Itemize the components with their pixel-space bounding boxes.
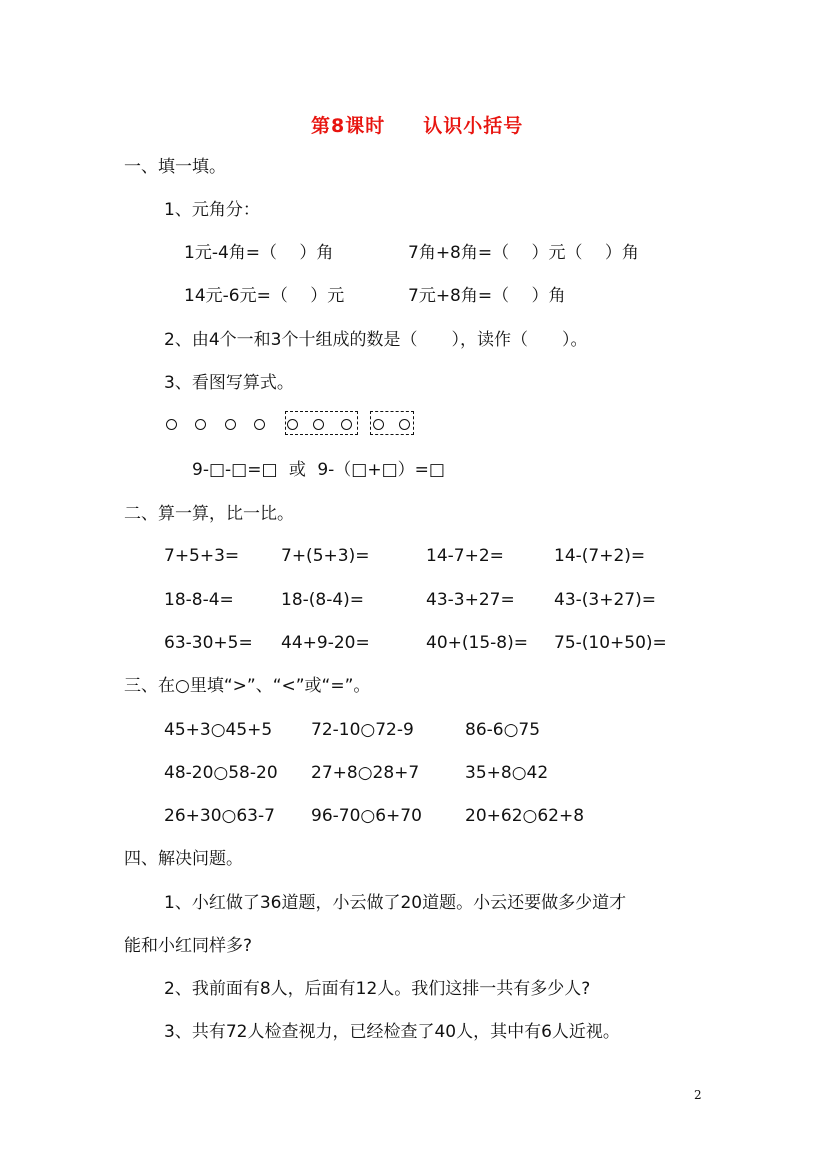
calc-item: 14-(7+2)= — [554, 546, 646, 566]
problem-2: 2、我前面有8人，后面有12人。我们这排一共有多少人? — [164, 979, 591, 999]
section3-heading: 三、在○里填“>”、“<”或“=”。 — [124, 676, 371, 696]
q1-label: 1、元角分： — [164, 200, 260, 220]
circle-shape — [254, 419, 265, 430]
q1-item-3: 14元-6元=（ ）元 — [184, 286, 345, 306]
compare-item: 86-6○75 — [465, 720, 541, 740]
calc-item: 40+(15-8)= — [426, 633, 528, 653]
section1-heading: 一、填一填。 — [124, 157, 226, 177]
compare-item: 48-20○58-20 — [164, 763, 278, 783]
compare-item: 20+62○62+8 — [465, 806, 585, 826]
calc-item: 75-(10+50)= — [554, 633, 667, 653]
problem-1-line-2: 能和小红同样多? — [124, 936, 253, 956]
lesson-number: 第8课时 — [311, 115, 386, 137]
compare-item: 27+8○28+7 — [311, 763, 420, 783]
compare-item: 35+8○42 — [465, 763, 549, 783]
problem-1-line-1: 1、小红做了36道题，小云做了20道题。小云还要做多少道才 — [164, 893, 627, 913]
compare-item: 96-70○6+70 — [311, 806, 422, 826]
q3-label: 3、看图写算式。 — [164, 373, 294, 393]
calc-item: 14-7+2= — [426, 546, 504, 566]
circle-shape — [166, 419, 177, 430]
circle-shape — [399, 419, 410, 430]
q2-text: 2、由4个一和3个十组成的数是（ ），读作（ ）。 — [164, 330, 588, 350]
or-text: 或 — [288, 460, 306, 480]
circle-shape — [225, 419, 236, 430]
circle-shape — [287, 419, 298, 430]
circle-shape — [373, 419, 384, 430]
calc-item: 18-8-4= — [164, 590, 234, 610]
page-number: 2 — [694, 1088, 702, 1102]
calc-item: 7+5+3= — [164, 546, 240, 566]
formula-a: 9-□-□=□ — [192, 460, 278, 480]
problem-3: 3、共有72人检查视力，已经检查了40人，其中有6人近视。 — [164, 1022, 620, 1042]
section4-heading: 四、解决问题。 — [124, 849, 243, 869]
calc-item: 43-(3+27)= — [554, 590, 656, 610]
compare-item: 26+30○63-7 — [164, 806, 275, 826]
calc-item: 18-(8-4)= — [281, 590, 365, 610]
lesson-topic: 认识小括号 — [423, 115, 524, 137]
circle-shape — [195, 419, 206, 430]
compare-item: 72-10○72-9 — [311, 720, 414, 740]
formula-b: 9-（□+□）=□ — [317, 460, 445, 480]
calc-item: 44+9-20= — [281, 633, 370, 653]
q1-item-1: 1元-4角=（ ）角 — [184, 243, 334, 263]
page-title — [311, 111, 523, 138]
circle-shape — [313, 419, 324, 430]
section2-heading: 二、算一算，比一比。 — [124, 504, 294, 524]
q1-item-2: 7角+8角=（ ）元（ ）角 — [408, 243, 639, 263]
calc-item: 7+(5+3)= — [281, 546, 370, 566]
q3-formulas — [192, 459, 445, 481]
compare-item: 45+3○45+5 — [164, 720, 273, 740]
calc-item: 43-3+27= — [426, 590, 515, 610]
q1-item-4: 7元+8角=（ ）角 — [408, 286, 566, 306]
calc-item: 63-30+5= — [164, 633, 253, 653]
circle-shape — [341, 419, 352, 430]
